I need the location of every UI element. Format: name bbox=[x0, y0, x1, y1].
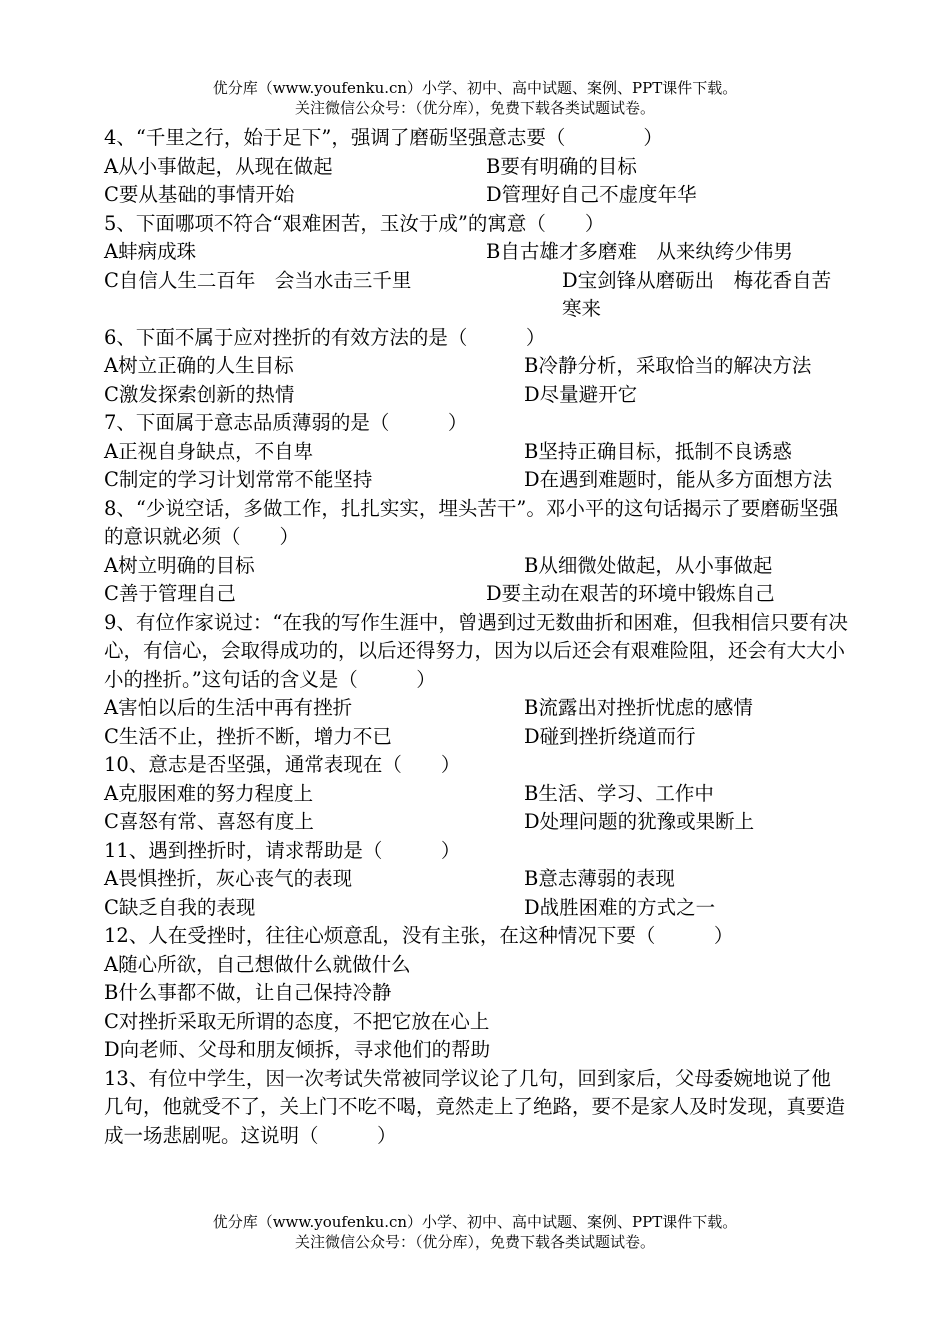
question-9-options-cd bbox=[104, 723, 850, 752]
question-4-options-cd bbox=[104, 181, 850, 210]
question-9-option-a: A害怕以后的生活中再有挫折 bbox=[104, 696, 353, 719]
question-6-option-a: A树立正确的人生目标 bbox=[104, 354, 294, 377]
question-6-stem: 6、下面不属于应对挫折的有效方法的是（ ） bbox=[104, 325, 546, 349]
question-7-option-a: A正视自身缺点，不自卑 bbox=[104, 439, 314, 463]
question-13-stem: 13、有位中学生，因一次考试失常被同学议论了几句，回到家后，父母委婉地说了他几句，他就受不了，关上门不吃不喝，竟然走上了绝路，要不是家人及时发现，真要造成一场悲剧呢。这说明（ ） bbox=[104, 1066, 846, 1147]
question-5-options-ab bbox=[104, 238, 850, 267]
question-9-option-c: C生活不止，挫折不断，增力不已 bbox=[104, 724, 392, 748]
header-line-2: 关注微信公众号：（优分库），免费下载各类试题试卷。 bbox=[294, 99, 655, 117]
question-11-option-b: B意志薄弱的表现 bbox=[524, 867, 675, 890]
question-7-options-cd bbox=[104, 466, 850, 495]
question-4-option-b: B要有明确的目标 bbox=[486, 154, 637, 178]
question-6-option-c: C激发探索创新的热情 bbox=[104, 382, 295, 406]
question-5-option-b: B自古雄才多磨难 从来纨绔少伟男 bbox=[486, 240, 793, 263]
question-10-options-ab bbox=[104, 780, 850, 809]
footer-line-1: 优分库（www.youfenku.cn）小学、初中、高中试题、案例、PPT课件下载。 bbox=[212, 1213, 738, 1231]
question-10-option-c: C喜怒有常、喜怒有度上 bbox=[104, 810, 314, 833]
question-8-stem: 8、“少说空话，多做工作，扎扎实实，埋头苦干”。邓小平的这句话揭示了要磨砺坚强的意识就必须（ ） bbox=[104, 496, 839, 548]
question-9-stem: 9、有位作家说过：“在我的写作生涯中，曾遇到过无数曲折和困难，但我相信只要有决心，有信心，会取得成功的，以后还得努力，因为以后还会有艰难险阻，还会有大大小小的挫折。”这句话的含义是（ ） bbox=[104, 610, 848, 691]
question-8-option-d: D要主动在艰苦的环境中锻炼自己 bbox=[486, 582, 775, 605]
header-line-1: 优分库（www.youfenku.cn）小学、初中、高中试题、案例、PPT课件下载。 bbox=[212, 79, 738, 97]
page-footer bbox=[0, 1212, 950, 1252]
question-11-option-c: C缺乏自我的表现 bbox=[104, 895, 256, 919]
question-8-option-a: A树立明确的目标 bbox=[104, 553, 255, 577]
question-4-option-d: D管理好自己不虚度年华 bbox=[486, 183, 697, 206]
question-5-options-cd bbox=[104, 267, 850, 324]
question-6-option-b: B冷静分析，采取恰当的解决方法 bbox=[524, 354, 812, 377]
question-9-option-b: B流露出对挫折忧虑的感情 bbox=[524, 696, 753, 719]
question-12-stem: 12、人在受挫时，往往心烦意乱，没有主张，在这种情况下要（ ） bbox=[104, 924, 734, 947]
question-4-option-a: A从小事做起，从现在做起 bbox=[104, 154, 333, 178]
question-4-option-c: C要从基础的事情开始 bbox=[104, 183, 295, 206]
question-5-stem: 5、下面哪项不符合“艰难困苦，玉汝于成”的寓意（ ） bbox=[104, 211, 605, 235]
question-7-options-ab bbox=[104, 438, 850, 467]
question-8-options-cd bbox=[104, 580, 850, 609]
question-7-stem: 7、下面属于意志品质薄弱的是（ ） bbox=[104, 411, 468, 434]
question-8-option-c: C善于管理自己 bbox=[104, 582, 236, 605]
question-7-option-c: C制定的学习计划常常不能坚持 bbox=[104, 468, 373, 491]
question-4-stem: 4、“千里之行，始于足下”，强调了磨砺坚强意志要（ ） bbox=[104, 126, 663, 149]
question-11-options-ab bbox=[104, 865, 850, 894]
question-9-option-d: D碰到挫折绕道而行 bbox=[524, 724, 696, 748]
question-9-options-ab bbox=[104, 694, 850, 723]
question-10-option-b: B生活、学习、工作中 bbox=[524, 781, 714, 805]
question-11-option-a: A畏惧挫折，灰心丧气的表现 bbox=[104, 867, 353, 890]
question-6-option-d: D尽量避开它 bbox=[524, 382, 638, 406]
question-4-options-ab bbox=[104, 153, 850, 182]
question-11-stem: 11、遇到挫折时，请求帮助是（ ） bbox=[104, 838, 461, 862]
question-10-stem: 10、意志是否坚强，通常表现在（ ） bbox=[104, 753, 461, 776]
question-12-option-d: D向老师、父母和朋友倾拆，寻求他们的帮助 bbox=[104, 1038, 491, 1061]
footer-line-2: 关注微信公众号：（优分库），免费下载各类试题试卷。 bbox=[294, 1233, 655, 1251]
question-10-option-d: D处理问题的犹豫或果断上 bbox=[524, 810, 755, 833]
page-header bbox=[0, 78, 950, 118]
question-12-option-a: A随心所欲，自己想做什么就做什么 bbox=[104, 952, 411, 976]
question-5-option-c: C自信人生二百年 会当水击三千里 bbox=[104, 268, 412, 292]
question-7-option-d: D在遇到难题时，能从多方面想方法 bbox=[524, 468, 833, 491]
question-5-option-d: D宝剑锋从磨砺出 梅花香自苦寒来 bbox=[562, 268, 832, 320]
question-7-option-b: B坚持正确目标，抵制不良诱惑 bbox=[524, 439, 792, 463]
question-12-option-b: B什么事都不做，让自己保持冷静 bbox=[104, 981, 392, 1004]
question-6-options-ab bbox=[104, 352, 850, 381]
question-list bbox=[104, 124, 850, 1150]
question-10-options-cd bbox=[104, 808, 850, 837]
question-6-options-cd bbox=[104, 381, 850, 410]
question-10-option-a: A克服困难的努力程度上 bbox=[104, 781, 314, 805]
question-12-option-c: C对挫折采取无所谓的态度，不把它放在心上 bbox=[104, 1009, 490, 1033]
question-11-options-cd bbox=[104, 894, 850, 923]
question-5-option-a: A蚌病成珠 bbox=[104, 240, 197, 263]
question-11-option-d: D战胜困难的方式之一 bbox=[524, 895, 716, 919]
question-8-option-b: B从细微处做起，从小事做起 bbox=[524, 553, 773, 577]
question-8-options-ab bbox=[104, 552, 850, 581]
